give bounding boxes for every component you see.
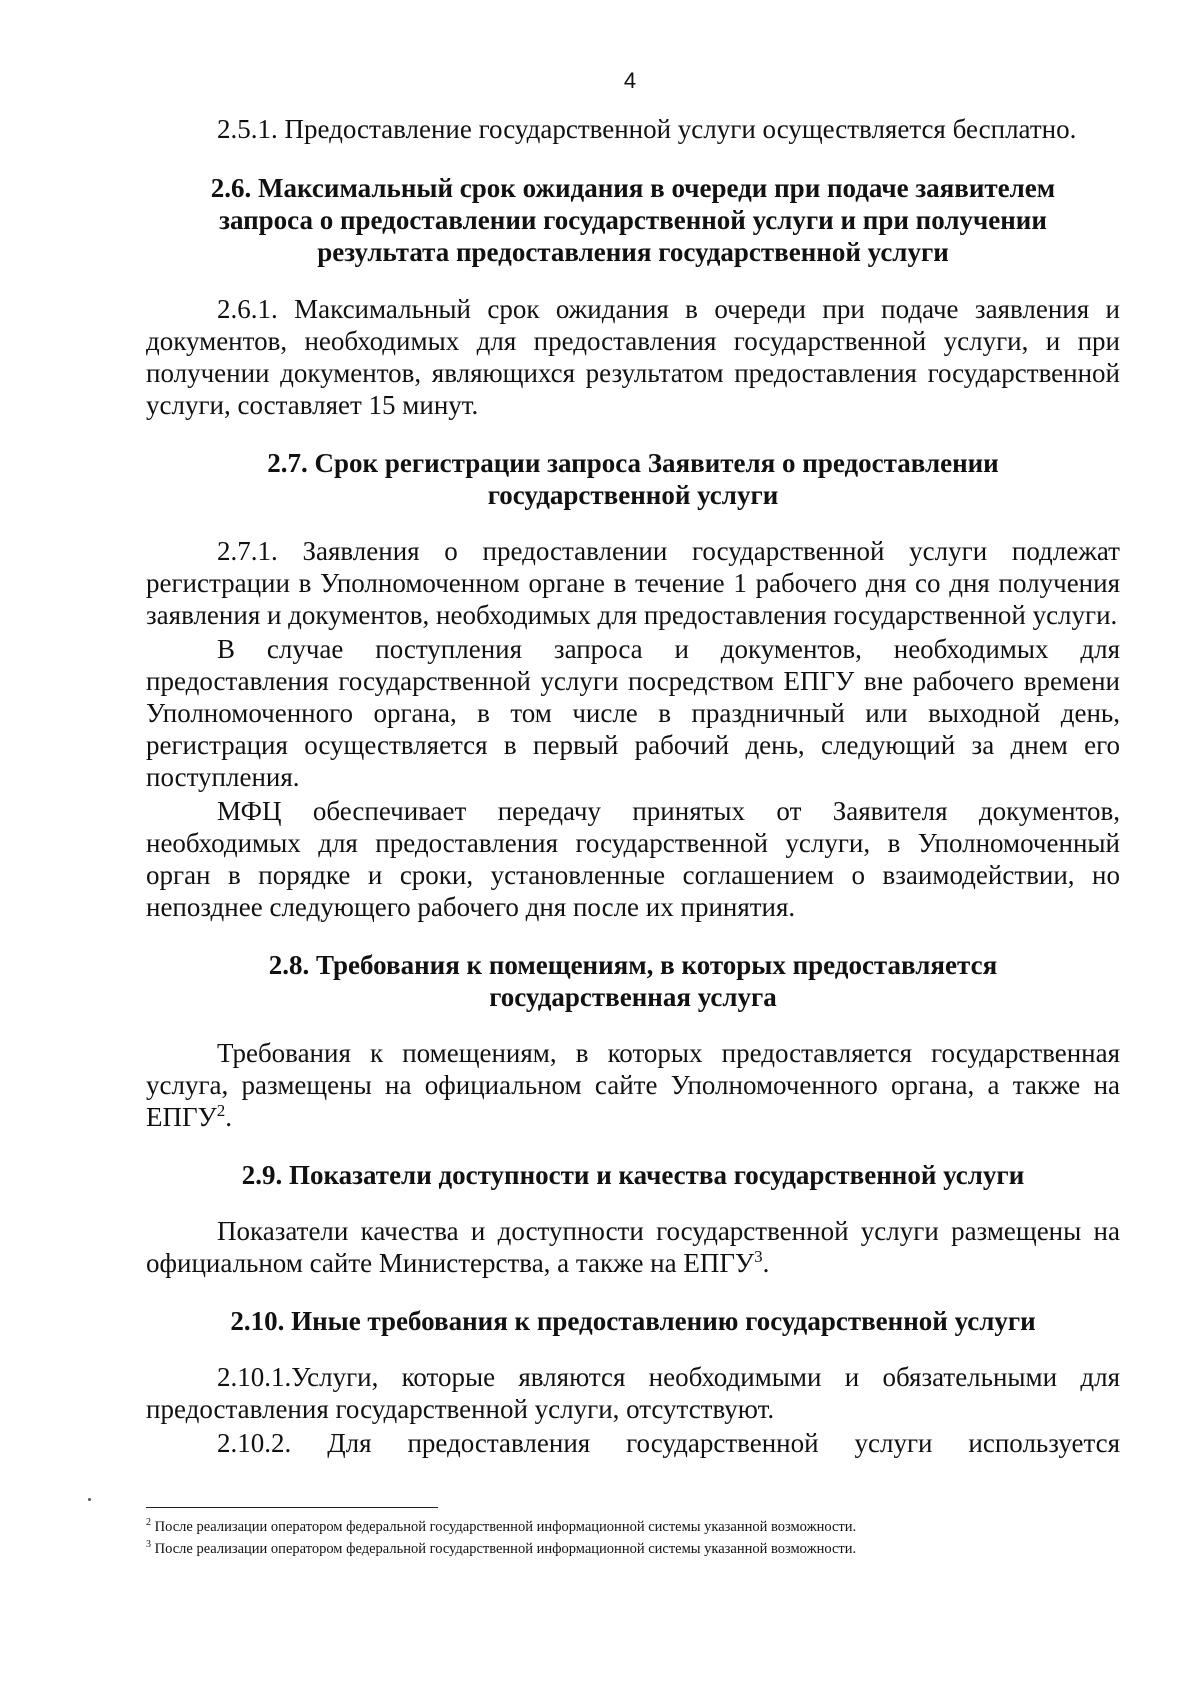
heading-2-6-line-2: запроса о предоставлении государственной услуги и при получении (219, 205, 1047, 235)
footnote-separator (146, 1507, 438, 1508)
heading-2-8 (146, 949, 1120, 1013)
footnote-2-text: После реализации оператором федеральной государственной информационной системы указанной возможности. (151, 1519, 857, 1535)
page-content (146, 113, 1120, 1459)
heading-2-7-line-2: государственной услуги (487, 480, 779, 510)
paragraph-2-9-text: Показатели качества и доступности государственной услуги размещены на официальном сайте Министерства, а также на ЕПГУ (146, 1216, 1120, 1278)
paragraph-2-7-mfc: МФЦ обеспечивает передачу принятых от Заявителя документов, необходимых для предоставления государственной услуги, в Уполномоченный орган в порядке и сроки, установленные соглашением о взаимодействии, но непозднее следующего рабочего дня после их принятия. (146, 796, 1120, 922)
heading-2-8-line-2: государственная услуга (489, 982, 777, 1012)
paragraph-2-9 (146, 1215, 1120, 1279)
footnote-3 (146, 1538, 1120, 1560)
paragraph-2-7-1: 2.7.1. Заявления о предоставлении государственной услуги подлежат регистрации в Уполномоченном органе в течение 1 рабочего дня со дня получения заявления и документов, необходимых для предоставления государственной услуги. (146, 536, 1120, 630)
heading-2-6-line-3: результата предоставления государственной услуги (317, 237, 949, 267)
heading-2-10: 2.10. Иные требования к предоставлению государственной услуги (230, 1306, 1036, 1336)
scan-speck (88, 1498, 91, 1501)
heading-2-6 (146, 172, 1120, 268)
footnote-ref-2: 2 (216, 1101, 226, 1120)
footnote-3-text: После реализации оператором федеральной государственной информационной системы указанной возможности. (151, 1541, 857, 1557)
paragraph-2-9-end: . (762, 1248, 770, 1278)
footnotes (146, 1516, 1120, 1560)
paragraph-2-10-2: 2.10.2. Для предоставления государственной услуги используется (217, 1428, 1120, 1458)
paragraph-2-6-1: 2.6.1. Максимальный срок ожидания в очереди при подаче заявления и документов, необходимых для предоставления государственной услуги, и при получении документов, являющихся результатом предоставления государственной услуги, составляет 15 минут. (146, 294, 1120, 420)
paragraph-2-8-text: Требования к помещениям, в которых предоставляется государственная услуга, размещены на официальном сайте Уполномоченного органа, а также на ЕПГУ (146, 1038, 1120, 1132)
heading-2-6-line-1: 2.6. Максимальный срок ожидания в очереди при подаче заявителем (210, 173, 1056, 203)
paragraph-2-8 (146, 1037, 1120, 1133)
heading-2-7 (146, 447, 1120, 511)
footnote-2-mark: 2 (146, 1517, 151, 1529)
heading-2-9: 2.9. Показатели доступности и качества государственной услуги (241, 1160, 1025, 1190)
paragraph-2-5-1: 2.5.1. Предоставление государственной услуги осуществляется бесплатно. (217, 114, 1077, 144)
footnote-2 (146, 1516, 1120, 1538)
heading-2-7-line-1: 2.7. Срок регистрации запроса Заявителя о предоставлении (267, 448, 999, 478)
paragraph-2-8-end: . (225, 1102, 232, 1132)
footnote-ref-3: 3 (754, 1247, 763, 1266)
footnote-3-mark: 3 (146, 1539, 151, 1551)
paragraph-2-7-case: В случае поступления запроса и документов, необходимых для предоставления государственной услуги посредством ЕПГУ вне рабочего времени Уполномоченного органа, в том числе в праздничный или выходной день, регистрация осуществляется в первый рабочий день, следующий за днем его поступления. (146, 634, 1120, 792)
page-number: 4 (623, 68, 637, 93)
heading-2-8-line-1: 2.8. Требования к помещениям, в которых предоставляется (268, 950, 998, 980)
paragraph-2-10-1: 2.10.1.Услуги, которые являются необходимыми и обязательными для предоставления государственной услуги, отсутствуют. (146, 1362, 1120, 1424)
